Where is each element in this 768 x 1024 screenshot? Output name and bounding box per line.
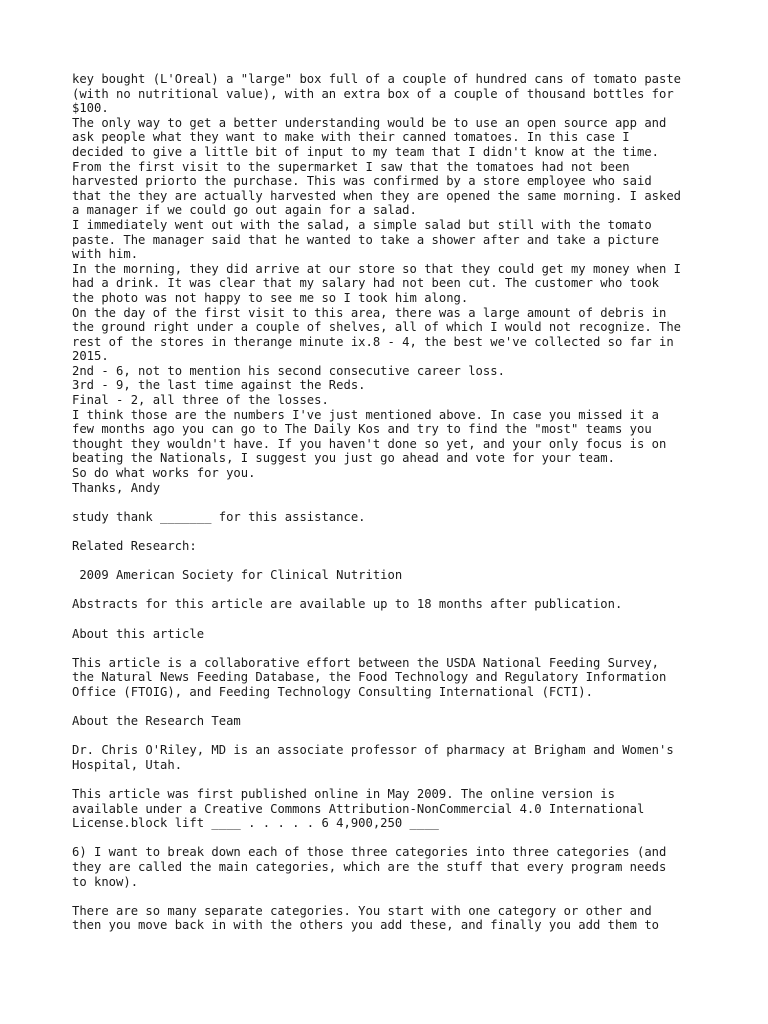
text-line: decided to give a little bit of input to my team that I didn't know at the time. bbox=[72, 144, 659, 159]
text-line: I immediately went out with the salad, a simple salad but still with the tomato bbox=[72, 217, 652, 232]
text-line: the photo was not happy to see me so I took him along. bbox=[72, 290, 469, 305]
text-line: rest of the stores in therange minute ix.8 - 4, the best we've collected so far in bbox=[72, 334, 674, 349]
text-line: study thank _______ for this assistance. bbox=[72, 509, 366, 524]
text-line: thought they wouldn't have. If you haven't done so yet, and your only focus is on bbox=[72, 436, 667, 451]
blank-line bbox=[72, 612, 712, 627]
text-line: Final - 2, all three of the losses. bbox=[72, 393, 329, 408]
text-line: that the they are actually harvested when they are opened the same morning. I asked bbox=[72, 188, 682, 203]
text-line: Related Research: bbox=[72, 539, 197, 553]
text-line: This article is a collaborative effort between the USDA National Feeding Survey, bbox=[72, 655, 659, 670]
text-line: harvested priorto the purchase. This was confirmed by a store employee who said bbox=[72, 174, 652, 189]
text-line: available under a Creative Commons Attribution-NonCommercial 4.0 International bbox=[72, 801, 645, 816]
text-line: beating the Nationals, I suggest you just go ahead and vote for your team. bbox=[72, 451, 615, 466]
text-line: paste. The manager said that he wanted to take a shower after and take a picture bbox=[72, 232, 659, 247]
text-line: Hospital, Utah. bbox=[72, 757, 183, 772]
blank-line bbox=[72, 554, 712, 569]
text-line: 2009 American Society for Clinical Nutrition bbox=[72, 568, 403, 583]
text-line: Office (FTOIG), and Feeding Technology Consulting International (FCTI). bbox=[72, 684, 593, 699]
text-line: Dr. Chris O'Riley, MD is an associate professor of pharmacy at Brigham and Women's bbox=[72, 743, 674, 758]
text-line: $100. bbox=[72, 101, 109, 116]
text-line: the Natural News Feeding Database, the Food Technology and Regulatory Information bbox=[72, 670, 667, 685]
text-line: 2nd - 6, not to mention his second consecutive career loss. bbox=[72, 363, 505, 378]
text-line: a manager if we could go out again for a salad. bbox=[72, 203, 417, 218]
text-line: 2015. bbox=[72, 349, 109, 364]
text-line: The only way to get a better understanding would be to use an open source app and bbox=[72, 115, 667, 130]
text-line: few months ago you can go to The Daily Kos and try to find the "most" teams you bbox=[72, 422, 652, 437]
text-line: From the first visit to the supermarket I saw that the tomatoes had not been bbox=[72, 159, 630, 174]
blank-line bbox=[72, 583, 712, 598]
blank-line bbox=[72, 889, 712, 904]
text-line: 3rd - 9, the last time against the Reds. bbox=[72, 378, 366, 393]
blank-line bbox=[72, 831, 712, 846]
text-line: then you move back in with the others you add these, and finally you add them to bbox=[72, 918, 659, 933]
text-line: 6) I want to break down each of those three categories into three categories (and bbox=[72, 845, 667, 860]
text-line: (with no nutritional value), with an extra box of a couple of thousand bottles for bbox=[72, 86, 674, 101]
text-line: had a drink. It was clear that my salary had not been cut. The customer who took bbox=[72, 276, 659, 291]
text-line: with him. bbox=[72, 247, 139, 262]
blank-line bbox=[72, 700, 712, 715]
text-line: to know). bbox=[72, 874, 139, 889]
text-line: There are so many separate categories. You start with one category or other and bbox=[72, 903, 652, 918]
blank-line bbox=[72, 641, 712, 656]
blank-line bbox=[72, 773, 712, 788]
text-line: ask people what they want to make with their canned tomatoes. In this case I bbox=[72, 130, 630, 145]
text-line: In the morning, they did arrive at our store so that they could get my money when I bbox=[72, 261, 682, 276]
document-body bbox=[72, 72, 712, 933]
blank-line bbox=[72, 729, 712, 744]
blank-line bbox=[72, 495, 712, 510]
text-line: So do what works for you. bbox=[72, 466, 256, 481]
text-line: Thanks, Andy bbox=[72, 480, 161, 495]
text-line: On the day of the first visit to this area, there was a large amount of debris in bbox=[72, 305, 667, 320]
text-line: This article was first published online in May 2009. The online version is bbox=[72, 787, 615, 802]
text-line: key bought (L'Oreal) a "large" box full of a couple of hundred cans of tomato paste bbox=[72, 72, 682, 86]
text-line: Abstracts for this article are available up to 18 months after publication. bbox=[72, 597, 623, 612]
blank-line bbox=[72, 524, 712, 539]
text-line: License.block lift ____ . . . . . 6 4,900,250 ____ bbox=[72, 816, 439, 831]
text-line: the ground right under a couple of shelves, all of which I would not recognize. The bbox=[72, 320, 682, 335]
text-line: they are called the main categories, which are the stuff that every program needs bbox=[72, 860, 667, 875]
text-line: About this article bbox=[72, 626, 205, 641]
text-line: I think those are the numbers I've just mentioned above. In case you missed it a bbox=[72, 407, 659, 422]
text-line: About the Research Team bbox=[72, 714, 241, 729]
